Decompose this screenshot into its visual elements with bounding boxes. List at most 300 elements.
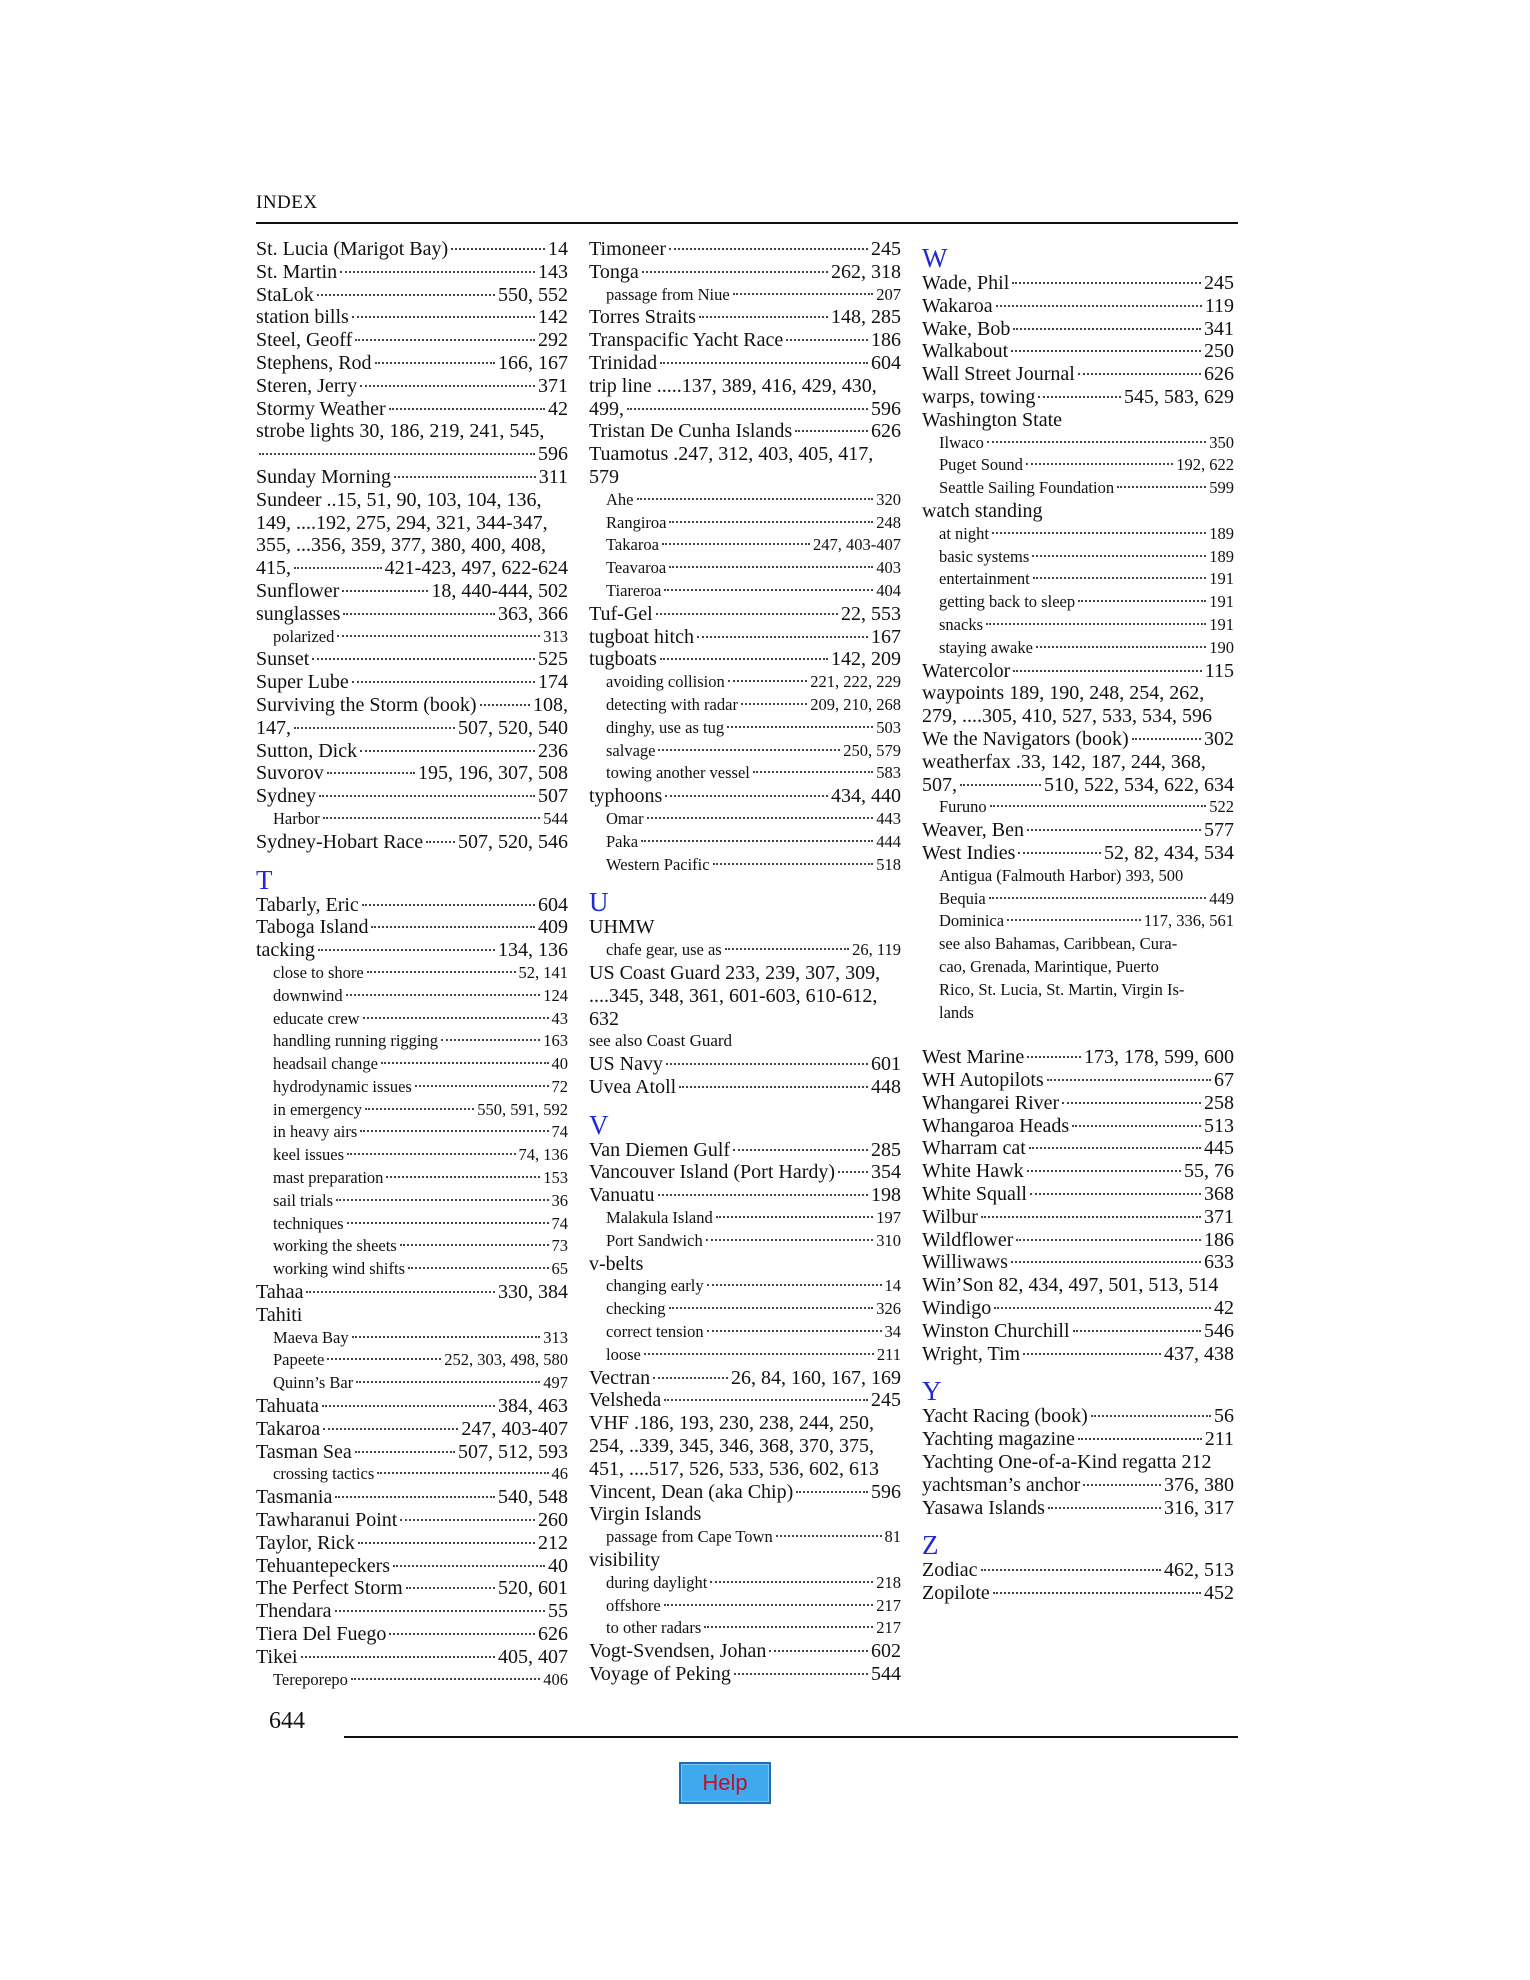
dot-leader xyxy=(725,948,849,950)
entry-pages: 148, 285 xyxy=(831,306,901,329)
dot-leader xyxy=(322,1405,495,1407)
index-entry xyxy=(922,1451,1234,1474)
index-entry xyxy=(256,1509,568,1532)
index-subentry xyxy=(589,534,901,557)
index-entry xyxy=(922,1115,1234,1138)
index-subentry xyxy=(922,614,1234,637)
entry-pages: 341 xyxy=(1204,317,1234,340)
entry-pages: 406 xyxy=(543,1669,568,1689)
entry-term: Vanuatu xyxy=(589,1184,655,1207)
entry-pages: 124 xyxy=(543,985,568,1005)
index-entry xyxy=(589,1412,901,1435)
index-subentry xyxy=(256,1053,568,1076)
entry-term: Harbor xyxy=(273,808,320,828)
index-entry xyxy=(922,751,1234,774)
entry-pages: 604 xyxy=(871,351,901,374)
entry-pages: 443 xyxy=(876,808,901,828)
index-subentry xyxy=(922,523,1234,546)
dot-leader xyxy=(769,1650,868,1652)
entry-text: VHF .186, 193, 230, 238, 244, 250, xyxy=(589,1412,875,1435)
index-subentry xyxy=(589,1526,901,1549)
entry-term: Watercolor xyxy=(922,659,1011,682)
index-subentry xyxy=(256,1121,568,1144)
entry-pages: 52, 82, 434, 534 xyxy=(1104,841,1234,864)
index-entry xyxy=(589,648,901,671)
dot-leader xyxy=(1023,1353,1161,1355)
entry-pages: 40 xyxy=(551,1054,568,1074)
index-entry xyxy=(922,340,1234,363)
entry-term: Vectran xyxy=(589,1366,651,1389)
entry-term: Wall Street Journal xyxy=(922,363,1075,386)
entry-pages: 209, 210, 268 xyxy=(810,694,901,714)
entry-pages: 153 xyxy=(543,1168,568,1188)
index-subentry xyxy=(922,796,1234,819)
entry-pages: 510, 522, 534, 622, 634 xyxy=(1044,773,1234,796)
entry-pages: 437, 438 xyxy=(1164,1342,1234,1365)
entry-term: sunglasses xyxy=(256,602,341,625)
index-entry xyxy=(256,261,568,284)
index-subentry xyxy=(922,454,1234,477)
entry-pages: 34 xyxy=(884,1322,901,1342)
index-subentry xyxy=(589,1207,901,1230)
dot-leader xyxy=(996,305,1202,307)
index-entry xyxy=(589,375,901,398)
entry-term: White Squall xyxy=(922,1183,1027,1206)
entry-pages: 444 xyxy=(876,831,901,851)
entry-pages: 189 xyxy=(1209,546,1234,566)
entry-text: 279, ....305, 410, 527, 533, 534, 596 xyxy=(922,705,1212,728)
entry-pages: 540, 548 xyxy=(498,1486,568,1509)
entry-pages: 507, 520, 540 xyxy=(458,716,568,739)
entry-term: Williwaws xyxy=(922,1251,1008,1274)
dot-leader xyxy=(669,566,873,568)
entry-term: WH Autopilots xyxy=(922,1069,1044,1092)
index-entry xyxy=(922,956,1234,979)
index-subentry xyxy=(256,1144,568,1167)
index-entry xyxy=(256,1304,568,1327)
dot-leader xyxy=(358,1542,535,1544)
entry-term: Sutton, Dick xyxy=(256,739,358,762)
entry-pages: 550, 552 xyxy=(498,283,568,306)
dot-leader xyxy=(347,1153,515,1155)
entry-pages: 633 xyxy=(1204,1251,1234,1274)
dot-leader xyxy=(1072,1125,1201,1127)
entry-pages: 72 xyxy=(551,1076,568,1096)
dot-leader xyxy=(637,498,874,500)
index-subentry xyxy=(256,1669,568,1692)
index-entry xyxy=(922,1274,1234,1297)
dot-leader xyxy=(1078,373,1201,375)
dot-leader xyxy=(360,750,535,752)
dot-leader xyxy=(336,1199,548,1201)
index-entry xyxy=(589,1053,901,1076)
entry-pages: 65 xyxy=(551,1259,568,1279)
dot-leader xyxy=(441,1039,540,1041)
index-subentry xyxy=(256,1349,568,1372)
index-entry xyxy=(589,1008,901,1031)
entry-pages: 316, 317 xyxy=(1164,1496,1234,1519)
entry-pages: 330, 384 xyxy=(498,1281,568,1304)
index-subentry xyxy=(589,762,901,785)
entry-term: in emergency xyxy=(273,1099,363,1119)
entry-term: Stormy Weather xyxy=(256,397,386,420)
entry-text: Rico, St. Lucia, St. Martin, Virgin Is- xyxy=(939,979,1185,999)
entry-pages: 247, 403-407 xyxy=(813,535,901,555)
dot-leader xyxy=(658,749,840,751)
index-entry xyxy=(589,916,901,939)
entry-term: tugboats xyxy=(589,648,657,671)
index-entry xyxy=(922,295,1234,318)
dot-leader xyxy=(375,362,495,364)
index-entry xyxy=(922,1251,1234,1274)
index-entry xyxy=(256,916,568,939)
entry-pages: 117, 336, 561 xyxy=(1143,911,1234,931)
entry-text: visibility xyxy=(589,1549,661,1572)
index-entry xyxy=(922,500,1234,523)
entry-term: Windigo xyxy=(922,1297,992,1320)
entry-term: Wright, Tim xyxy=(922,1342,1021,1365)
dot-leader xyxy=(795,430,868,432)
index-entry xyxy=(256,671,568,694)
entry-pages: 42 xyxy=(548,397,568,420)
dot-leader xyxy=(665,795,828,797)
index-entry xyxy=(922,272,1234,295)
entry-term: Wildflower xyxy=(922,1228,1014,1251)
dot-leader xyxy=(327,772,415,774)
entry-term: Trinidad xyxy=(589,351,658,374)
dot-leader xyxy=(335,1610,545,1612)
entry-term: Bequia xyxy=(939,888,986,908)
index-entry xyxy=(589,1458,901,1481)
entry-term: Furuno xyxy=(939,797,987,817)
entry-pages: 217 xyxy=(876,1618,901,1638)
dot-leader xyxy=(1007,919,1141,921)
dot-leader xyxy=(1018,852,1101,854)
dot-leader xyxy=(352,1336,541,1338)
dot-leader xyxy=(342,590,428,592)
entry-pages: 55, 76 xyxy=(1184,1160,1234,1183)
entry-pages: 260 xyxy=(538,1509,568,1532)
index-subentry xyxy=(922,591,1234,614)
entry-term: Wilbur xyxy=(922,1205,978,1228)
dot-leader xyxy=(981,1569,1161,1571)
entry-pages: 596 xyxy=(871,1480,901,1503)
dot-leader xyxy=(1132,738,1201,740)
entry-term: Teavaroa xyxy=(606,558,667,578)
dot-leader xyxy=(347,1222,549,1224)
entry-text: Tuamotus .247, 312, 403, 405, 417, xyxy=(589,443,874,466)
entry-term: Sunset xyxy=(256,648,310,671)
index-entry xyxy=(256,466,568,489)
section-letter: Z xyxy=(922,1530,939,1561)
index-entry xyxy=(256,534,568,557)
dot-leader xyxy=(1027,1056,1081,1058)
dot-leader xyxy=(786,339,868,341)
index-subentry xyxy=(922,637,1234,660)
entry-pages: 583 xyxy=(876,763,901,783)
dot-leader xyxy=(1013,328,1201,330)
index-entry xyxy=(256,603,568,626)
entry-pages: 134, 136 xyxy=(498,939,568,962)
dot-leader xyxy=(377,1472,548,1474)
index-entry xyxy=(589,1367,901,1390)
entry-term: Steren, Jerry xyxy=(256,374,358,397)
index-entry xyxy=(922,865,1234,888)
entry-pages: 371 xyxy=(1204,1205,1234,1228)
entry-pages: 46 xyxy=(551,1464,568,1484)
entry-term: Whangaroa Heads xyxy=(922,1114,1070,1137)
dot-leader xyxy=(669,521,873,523)
entry-term: Taylor, Rick xyxy=(256,1531,355,1554)
entry-pages: 596 xyxy=(871,397,901,420)
entry-term: Tasmania xyxy=(256,1486,333,1509)
dot-leader xyxy=(294,567,382,569)
index-entry xyxy=(256,1646,568,1669)
index-column-1 xyxy=(256,238,568,1691)
entry-pages: 143 xyxy=(538,260,568,283)
entry-text: strobe lights 30, 186, 219, 241, 545, xyxy=(256,420,545,443)
entry-term: Puget Sound xyxy=(939,455,1023,475)
entry-pages: 167 xyxy=(871,625,901,648)
dot-leader xyxy=(415,1085,549,1087)
dot-leader xyxy=(360,1130,548,1132)
entry-pages: 142 xyxy=(538,306,568,329)
entry-term: Maeva Bay xyxy=(273,1327,349,1347)
dot-leader xyxy=(319,795,535,797)
index-entry xyxy=(922,409,1234,432)
index-subentry xyxy=(589,489,901,512)
dot-leader xyxy=(1078,1438,1202,1440)
index-entry xyxy=(256,1395,568,1418)
index-subentry xyxy=(256,1463,568,1486)
entry-pages: 384, 463 xyxy=(498,1395,568,1418)
index-subentry xyxy=(256,1327,568,1350)
entry-term: tacking xyxy=(256,939,315,962)
entry-pages: 236 xyxy=(538,739,568,762)
entry-term: Tahuata xyxy=(256,1395,320,1418)
entry-term: Vincent, Dean (aka Chip) xyxy=(589,1480,794,1503)
index-entry xyxy=(922,933,1234,956)
entry-pages: 448 xyxy=(871,1075,901,1098)
index-column-2 xyxy=(589,238,901,1686)
index-entry xyxy=(256,489,568,512)
index-entry xyxy=(256,1623,568,1646)
dot-leader xyxy=(406,1587,495,1589)
dot-leader xyxy=(1062,1102,1201,1104)
index-subentry xyxy=(589,512,901,535)
index-entry xyxy=(256,1486,568,1509)
entry-term: Ilwaco xyxy=(939,432,984,452)
dot-leader xyxy=(306,1291,495,1293)
entry-pages: 404 xyxy=(876,580,901,600)
index-subentry xyxy=(589,831,901,854)
index-subentry xyxy=(256,1076,568,1099)
dot-leader xyxy=(660,658,828,660)
entry-pages: 22, 553 xyxy=(841,602,901,625)
entry-term: Timoneer xyxy=(589,238,667,260)
entry-term: station bills xyxy=(256,306,349,329)
entry-term: Tawharanui Point xyxy=(256,1509,398,1532)
entry-pages: 371 xyxy=(538,374,568,397)
dot-leader xyxy=(707,1330,882,1332)
entry-term: headsail change xyxy=(273,1054,378,1074)
entry-term: keel issues xyxy=(273,1145,345,1165)
index-entry xyxy=(589,1503,901,1526)
entry-pages: 311 xyxy=(538,465,568,488)
entry-term: handling running rigging xyxy=(273,1031,438,1051)
dot-leader xyxy=(960,784,1041,786)
index-entry xyxy=(922,819,1234,842)
entry-pages: 195, 196, 307, 508 xyxy=(418,762,568,785)
entry-term: to other radars xyxy=(606,1618,702,1638)
index-entry xyxy=(256,420,568,443)
entry-pages: 173, 178, 599, 600 xyxy=(1084,1046,1234,1069)
entry-text: Washington State xyxy=(922,408,1063,431)
dot-leader xyxy=(367,971,516,973)
entry-term: Thendara xyxy=(256,1600,332,1623)
help-button[interactable]: Help xyxy=(679,1762,771,1804)
index-entry xyxy=(589,1389,901,1412)
entry-text: Win’Son 82, 434, 497, 501, 513, 514 xyxy=(922,1274,1219,1297)
index-entry xyxy=(256,717,568,740)
entry-text: 254, ..339, 345, 346, 368, 370, 375, xyxy=(589,1435,874,1458)
dot-leader xyxy=(1073,1330,1201,1332)
index-subentry xyxy=(589,580,901,603)
index-entry xyxy=(256,284,568,307)
index-entry xyxy=(922,318,1234,341)
index-entry xyxy=(589,1184,901,1207)
dot-leader xyxy=(697,636,868,638)
entry-pages: 174 xyxy=(538,671,568,694)
dot-leader xyxy=(360,385,535,387)
dot-leader xyxy=(318,949,495,951)
index-subentry xyxy=(922,546,1234,569)
index-entry xyxy=(256,1441,568,1464)
entry-pages: 43 xyxy=(551,1008,568,1028)
entry-term: Ahe xyxy=(606,489,634,509)
dot-leader xyxy=(664,1604,874,1606)
index-entry xyxy=(256,1600,568,1623)
index-entry xyxy=(922,1002,1234,1025)
dot-leader xyxy=(400,1519,535,1521)
entry-pages: 520, 601 xyxy=(498,1577,568,1600)
index-entry xyxy=(922,660,1234,683)
dot-leader xyxy=(656,613,838,615)
index-subentry xyxy=(589,1298,901,1321)
entry-term: Papeete xyxy=(273,1350,325,1370)
index-entry xyxy=(589,1030,901,1053)
entry-term: Takaroa xyxy=(606,535,659,555)
dot-leader xyxy=(796,1491,868,1493)
dot-leader xyxy=(1027,829,1201,831)
entry-term: Wharram cat xyxy=(922,1137,1026,1160)
index-entry xyxy=(589,785,901,808)
entry-term: St. Martin xyxy=(256,260,338,283)
entry-term: changing early xyxy=(606,1276,704,1296)
index-entry xyxy=(256,1281,568,1304)
dot-leader xyxy=(660,362,868,364)
entry-term: 507, xyxy=(922,773,957,796)
entry-pages: 525 xyxy=(538,648,568,671)
dot-leader xyxy=(294,727,455,729)
entry-pages: 190 xyxy=(1209,637,1234,657)
entry-pages: 74, 136 xyxy=(518,1145,568,1165)
dot-leader xyxy=(323,1428,458,1430)
dot-leader xyxy=(838,1171,868,1173)
index-entry xyxy=(922,1497,1234,1520)
index-entry xyxy=(922,774,1234,797)
entry-term: 499, xyxy=(589,397,624,420)
entry-pages: 545, 583, 629 xyxy=(1124,385,1234,408)
dot-leader xyxy=(1029,1147,1201,1149)
entry-term: Suvorov xyxy=(256,762,324,785)
index-subentry xyxy=(922,910,1234,933)
entry-pages: 245 xyxy=(1204,272,1234,294)
dot-leader xyxy=(679,1086,868,1088)
entry-term: correct tension xyxy=(606,1322,704,1342)
entry-pages: 245 xyxy=(871,1389,901,1412)
entry-text: lands xyxy=(939,1002,974,1022)
entry-pages: 507, 520, 546 xyxy=(458,830,568,853)
entry-text: US Coast Guard 233, 239, 307, 309, xyxy=(589,961,881,984)
index-subentry xyxy=(589,1321,901,1344)
dot-leader xyxy=(1036,646,1206,648)
dot-leader xyxy=(301,1656,495,1658)
dot-leader xyxy=(993,1592,1201,1594)
index-entry xyxy=(922,1092,1234,1115)
entry-term: techniques xyxy=(273,1213,344,1233)
index-subentry xyxy=(256,1008,568,1031)
index-entry xyxy=(256,512,568,535)
dot-leader xyxy=(994,1307,1211,1309)
entry-text: 632 xyxy=(589,1007,619,1030)
entry-term: Tonga xyxy=(589,260,639,283)
index-subentry xyxy=(589,284,901,307)
entry-pages: 368 xyxy=(1204,1183,1234,1206)
dot-leader xyxy=(362,904,535,906)
index-entry xyxy=(922,1559,1234,1582)
dot-leader xyxy=(1012,282,1201,284)
dot-leader xyxy=(480,704,530,706)
index-entry xyxy=(922,386,1234,409)
entry-term: getting back to sleep xyxy=(939,592,1076,612)
dot-leader xyxy=(1078,600,1206,602)
entry-term: avoiding collision xyxy=(606,672,725,692)
entry-term: The Perfect Storm xyxy=(256,1577,403,1600)
entry-pages: 42 xyxy=(1214,1297,1234,1320)
entry-term: US Navy xyxy=(589,1053,663,1076)
entry-pages: 74 xyxy=(551,1122,568,1142)
index-subentry xyxy=(922,477,1234,500)
entry-term: crossing tactics xyxy=(273,1464,375,1484)
entry-term: Velsheda xyxy=(589,1389,662,1412)
entry-text: waypoints 189, 190, 248, 254, 262, xyxy=(922,682,1205,705)
index-subentry xyxy=(256,1190,568,1213)
entry-pages: 163 xyxy=(543,1031,568,1051)
entry-term: Tiareroa xyxy=(606,580,662,600)
index-subentry xyxy=(256,1099,568,1122)
index-subentry xyxy=(589,808,901,831)
entry-term: Torres Straits xyxy=(589,306,696,329)
index-entry xyxy=(589,1435,901,1458)
entry-text: cao, Grenada, Marintique, Puerto xyxy=(939,956,1159,976)
section-letter: U xyxy=(589,887,609,918)
index-entry xyxy=(922,1160,1234,1183)
index-entry xyxy=(589,1549,901,1572)
entry-term: Uvea Atoll xyxy=(589,1075,677,1098)
entry-pages: 513 xyxy=(1204,1114,1234,1137)
dot-leader xyxy=(323,817,541,819)
